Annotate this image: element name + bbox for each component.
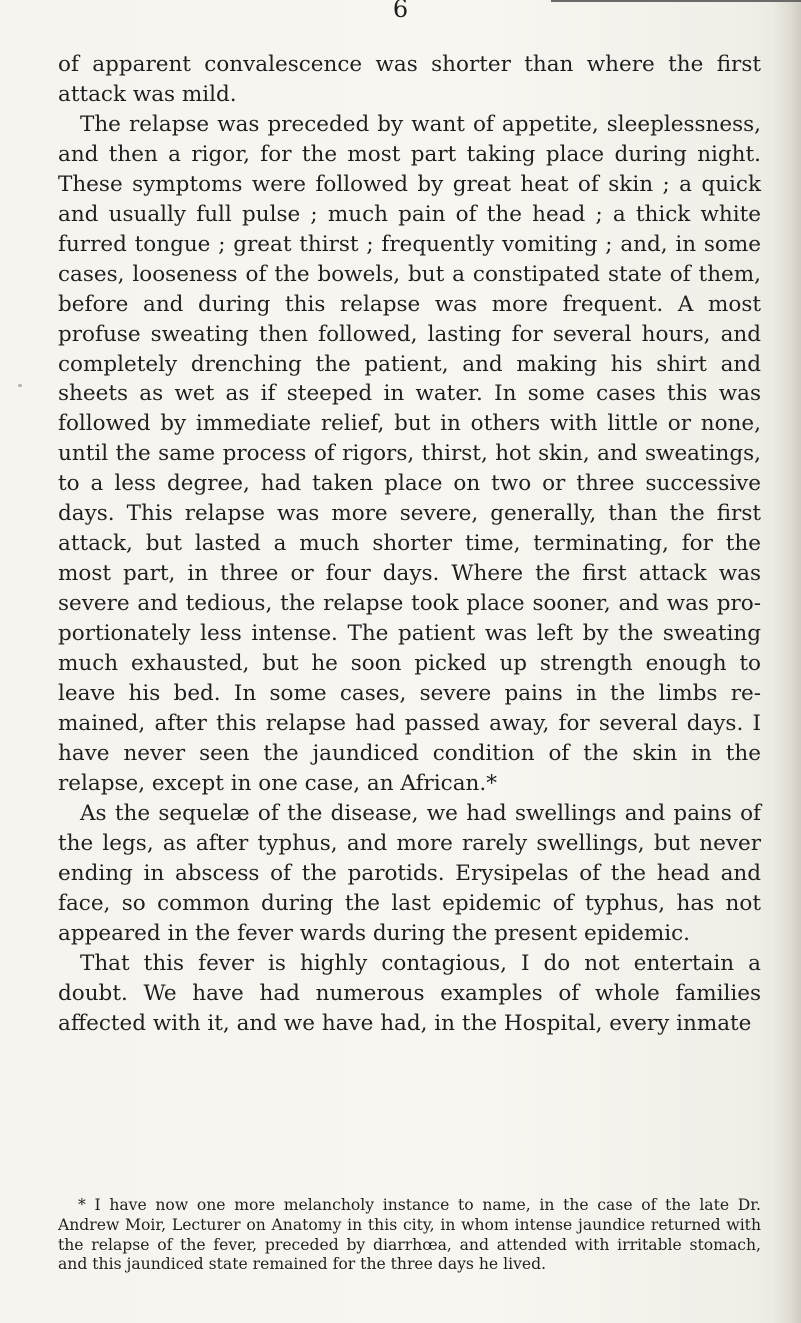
paragraph-sequelae: As the sequelæ of the disease, we had swellings and pains of the legs, as after typhus, and more rarely swellings, but never ending in abscess of the parotids. Erysipelas of the head and face, so common during the last epidemic of typhus, has not appeared in the fever wards during the present epidemic. <box>58 800 761 946</box>
page-number: 6 <box>392 0 409 23</box>
paragraph-continuation: of apparent convalescence was shorter than where the first attack was mild. <box>58 52 761 107</box>
footnote-text: * I have now one more melancholy instance to name, in the case of the late Dr. Andrew Moir, Lecturer on Anatomy in this city, in whom intense jaundice returned with the relapse of the fever, preceded by diarrhœa, and attended with irritable stomach, and this jaundiced state remained for the three days he lived. <box>58 1196 761 1274</box>
paragraph-contagion: That this fever is highly contagious, I do not entertain a doubt. We have had numerous examples of whole families affected with it, and we have had, in the Hospital, every inmate <box>58 950 761 1036</box>
paper-speck <box>18 384 22 387</box>
footnote <box>58 1196 761 1275</box>
body-text <box>58 50 761 1038</box>
paragraph-relapse: The relapse was preceded by want of appetite, sleeplessness, and then a rigor, for the most part taking place during night. These symptoms were followed by great heat of skin ; a quick and usually full pulse ; much pain of the head ; a thick white furred tongue ; great thirst ; frequently vomiting ; and, in some cases, looseness of the bowels, but a constipated state of them, before and during this relapse was more frequent. A most profuse sweating then followed, lasting for several hours, and completely drenching the patient, and making his shirt and sheets as wet as if steeped in water. In some cases this was followed by immediate relief, but in others with little or none, until the same process of rigors, thirst, hot skin, and sweatings, to a less degree, had taken place on two or three successive days. This relapse was more severe, generally, than the first attack, but lasted a much shorter time, terminating, for the most part, in three or four days. Where the first attack was severe and tedious, the relapse took place sooner, and was proportionately less intense. The patient was left by the sweating much exhausted, but he soon picked up strength enough to leave his bed. In some cases, severe pains in the limbs remained, after this relapse had passed away, for several days. I have never seen the jaundiced condition of the skin in the relapse, except in one case, an African.* <box>58 111 761 796</box>
page-edge-shadow <box>773 0 801 1323</box>
